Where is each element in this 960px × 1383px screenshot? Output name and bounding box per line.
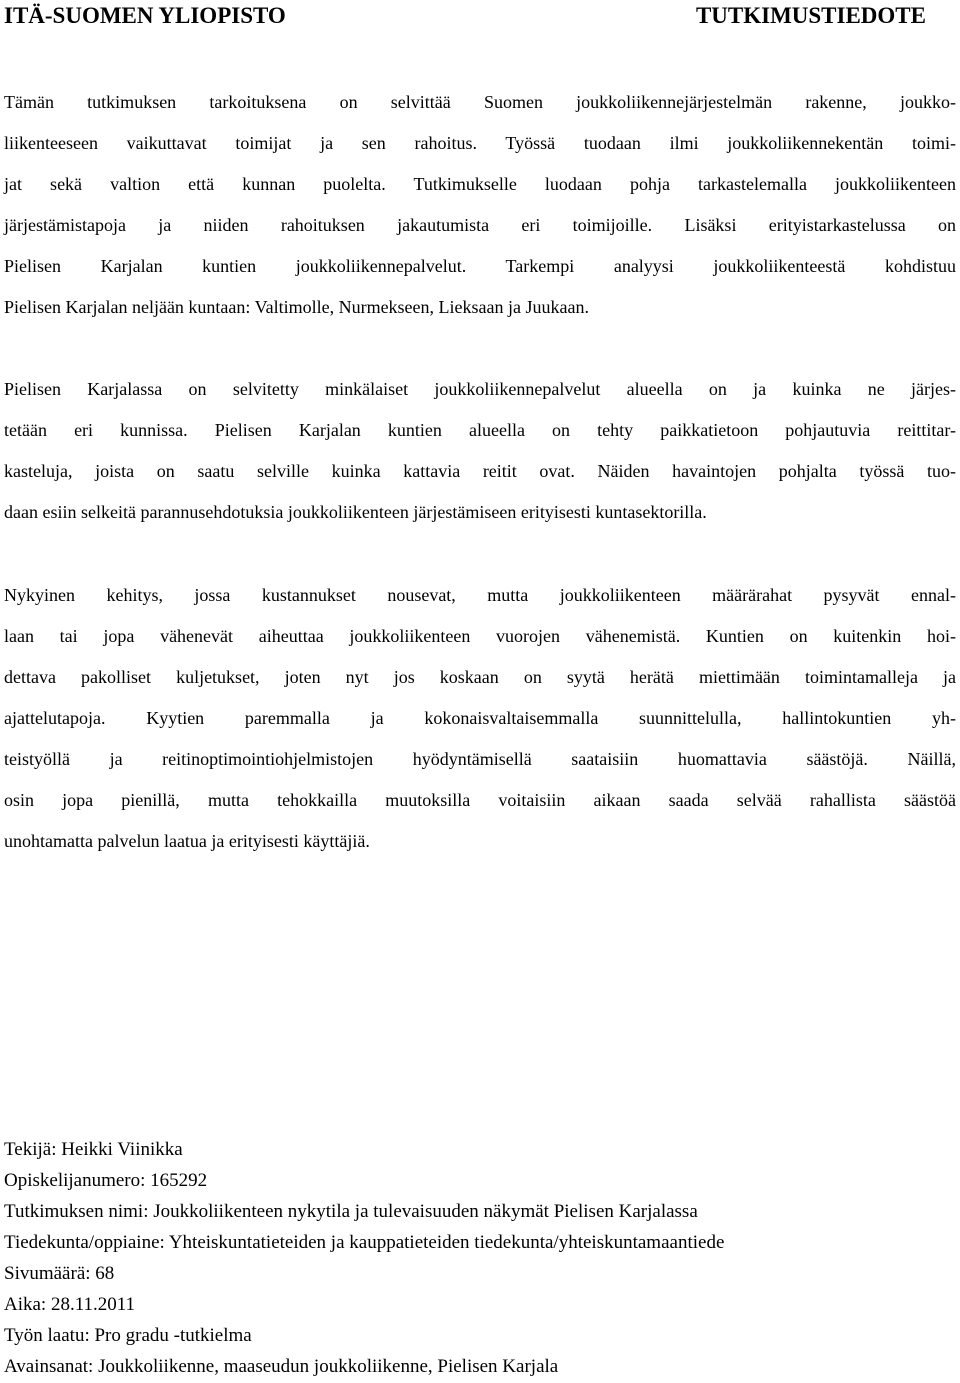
text-line: Nykyinen kehitys, jossa kustannukset nousevat, mutta joukkoliikenteen määrärahat pysyvät ennal-	[4, 585, 956, 605]
document-type-title: TUTKIMUSTIEDOTE	[695, 3, 926, 28]
text-line: laan tai jopa vähenevät aiheuttaa joukkoliikenteen vuorojen vähenemistä. Kuntien on kuitenkin hoi-	[4, 626, 956, 646]
text-line: kasteluja, joista on saatu selville kuinka kattavia reitit ovat. Näiden havaintojen pohjalta työssä tuo-	[4, 461, 956, 481]
author-line: Tekijä: Heikki Viinikka	[4, 1139, 183, 1160]
text-line: Tämän tutkimuksen tarkoituksena on selvittää Suomen joukkoliikennejärjestelmän rakenne, joukko-	[4, 92, 956, 112]
text-line: daan esiin selkeitä parannusehdotuksia joukkoliikenteen järjestämiseen erityisesti kuntasektorilla.	[4, 502, 707, 522]
abstract-paragraph-1	[4, 82, 956, 328]
university-name: ITÄ-SUOMEN YLIOPISTO	[4, 3, 286, 28]
document-header	[4, 0, 926, 32]
text-line: Pielisen Karjalassa on selvitetty minkälaiset joukkoliikennepalvelut alueella on ja kuinka ne järjes-	[4, 379, 956, 399]
text-line: ajattelutapoja. Kyytien paremmalla ja kokonaisvaltaisemmalla suunnittelulla, hallintokuntien yh-	[4, 708, 956, 728]
thesis-type-line: Työn laatu: Pro gradu -tutkielma	[4, 1325, 252, 1346]
thesis-title-line: Tutkimuksen nimi: Joukkoliikenteen nykytila ja tulevaisuuden näkymät Pielisen Karjalassa	[4, 1201, 698, 1222]
keywords-line: Avainsanat: Joukkoliikenne, maaseudun joukkoliikenne, Pielisen Karjala	[4, 1356, 559, 1377]
abstract-paragraph-2	[4, 369, 956, 533]
text-line: järjestämistapoja ja niiden rahoituksen jakautumista eri toimijoille. Lisäksi erityistarkastelussa on	[4, 215, 956, 235]
text-line: Pielisen Karjalan neljään kuntaan: Valtimolle, Nurmekseen, Lieksaan ja Juukaan.	[4, 297, 589, 317]
text-line: jat sekä valtion että kunnan puolelta. Tutkimukselle luodaan pohja tarkastelemalla joukkoliikenteen	[4, 174, 956, 194]
date-line: Aika: 28.11.2011	[4, 1294, 136, 1315]
text-line: dettava pakolliset kuljetukset, joten nyt jos koskaan on syytä herätä miettimään toimintamalleja ja	[4, 667, 956, 687]
abstract-paragraph-3	[4, 575, 956, 862]
text-line: unohtamatta palvelun laatua ja erityisesti käyttäjiä.	[4, 831, 370, 851]
text-line: Pielisen Karjalan kuntien joukkoliikennepalvelut. Tarkempi analyysi joukkoliikenteestä kohdistuu	[4, 256, 956, 276]
text-line: osin jopa pienillä, mutta tehokkailla muutoksilla voitaisiin aikaan saada selvää rahallista säästöä	[4, 790, 956, 810]
text-line: liikenteeseen vaikuttavat toimijat ja sen rahoitus. Työssä tuodaan ilmi joukkoliikennekentän toimi-	[4, 133, 956, 153]
text-line: teistyöllä ja reitinoptimointiohjelmistojen hyödyntämisellä saataisiin huomattavia säästöjä. Näillä,	[4, 749, 956, 769]
faculty-line: Tiedekunta/oppiaine: Yhteiskuntatieteiden ja kauppatieteiden tiedekunta/yhteiskuntamaantiede	[4, 1232, 725, 1253]
page-count-line: Sivumäärä: 68	[4, 1263, 115, 1284]
text-line: tetään eri kunnissa. Pielisen Karjalan kuntien alueella on tehty paikkatietoon pohjautuvia reittitar-	[4, 420, 956, 440]
student-number-line: Opiskelijanumero: 165292	[4, 1170, 208, 1191]
thesis-metadata	[4, 1134, 954, 1382]
